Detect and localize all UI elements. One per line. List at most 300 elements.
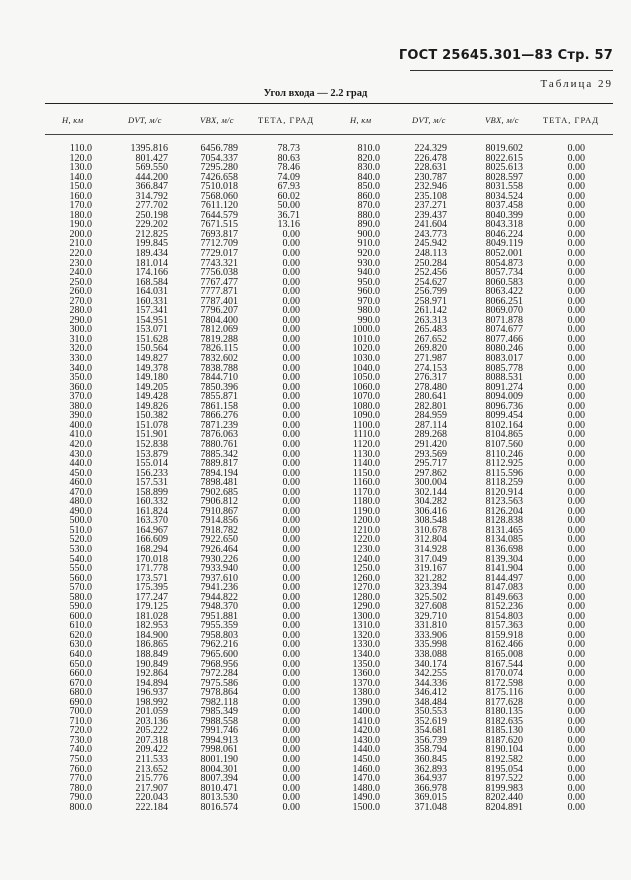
cell-teta: 0.00 [282, 305, 300, 317]
cell-h: 590.0 [69, 601, 92, 613]
cell-h: 290.0 [69, 314, 92, 326]
cell-teta-2: 0.00 [567, 553, 585, 565]
cell-vbx: 7948.370 [200, 601, 238, 613]
cell-teta-2: 0.00 [567, 687, 585, 699]
cell-dvt: 160.332 [135, 496, 168, 508]
cell-teta: 0.00 [282, 591, 300, 603]
cell-dvt: 366.847 [135, 181, 168, 193]
cell-h-2: 990.0 [357, 314, 380, 326]
cell-dvt-2: 278.480 [414, 381, 447, 393]
table-row [0, 287, 631, 297]
table-row [0, 411, 631, 421]
cell-h: 340.0 [69, 362, 92, 374]
table-row [0, 450, 631, 460]
cell-h-2: 1270.0 [352, 582, 380, 594]
table-row [0, 154, 631, 164]
cell-teta-2: 0.00 [567, 190, 585, 202]
cell-vbx: 7838.788 [200, 362, 238, 374]
cell-vbx-2: 8165.008 [485, 648, 523, 660]
cell-h-2: 1140.0 [352, 458, 380, 470]
cell-teta: 0.00 [282, 744, 300, 756]
table-row [0, 640, 631, 650]
cell-h-2: 1210.0 [352, 524, 380, 536]
cell-h: 110.0 [69, 143, 92, 154]
cell-h: 260.0 [69, 286, 92, 298]
cell-vbx-2: 8052.001 [485, 248, 523, 260]
cell-dvt: 164.967 [135, 524, 168, 536]
cell-h: 380.0 [69, 400, 92, 412]
cell-teta: 0.00 [282, 515, 300, 527]
cell-vbx: 7876.063 [200, 429, 238, 441]
cell-teta: 0.00 [282, 782, 300, 794]
cell-vbx: 7951.881 [200, 610, 238, 622]
cell-vbx-2: 8094.009 [485, 391, 523, 403]
cell-vbx: 7918.782 [200, 524, 238, 536]
cell-h-2: 1500.0 [352, 801, 380, 813]
cell-dvt: 153.071 [135, 324, 168, 336]
cell-teta-2: 0.00 [567, 238, 585, 250]
table-row [0, 230, 631, 240]
cell-vbx: 7926.464 [200, 543, 238, 555]
cell-teta-2: 0.00 [567, 668, 585, 680]
cell-dvt-2: 362.893 [414, 763, 447, 775]
cell-teta-2: 0.00 [567, 792, 585, 804]
cell-dvt-2: 250.284 [414, 257, 447, 269]
cell-teta-2: 0.00 [567, 143, 585, 154]
cell-vbx: 7889.817 [200, 458, 238, 470]
cell-teta: 0.00 [282, 486, 300, 498]
cell-h-2: 1080.0 [352, 400, 380, 412]
cell-teta-2: 0.00 [567, 782, 585, 794]
cell-dvt: 217.907 [135, 782, 168, 794]
cell-teta-2: 0.00 [567, 591, 585, 603]
column-header-vbx: VBX, м/с [200, 115, 234, 125]
cell-vbx-2: 8102.164 [485, 419, 523, 431]
table-row [0, 316, 631, 326]
cell-teta: 0.00 [282, 276, 300, 288]
cell-dvt-2: 338.088 [414, 648, 447, 660]
cell-dvt-2: 239.437 [414, 209, 447, 221]
cell-dvt: 149.827 [135, 353, 168, 365]
cell-h: 500.0 [69, 515, 92, 527]
cell-vbx-2: 8069.070 [485, 305, 523, 317]
cell-dvt-2: 254.627 [414, 276, 447, 288]
cell-h-2: 810.0 [357, 143, 380, 154]
cell-teta: 0.00 [282, 391, 300, 403]
cell-h: 570.0 [69, 582, 92, 594]
table-row [0, 488, 631, 498]
cell-h-2: 1180.0 [352, 496, 380, 508]
cell-teta-2: 0.00 [567, 248, 585, 260]
cell-dvt-2: 267.652 [414, 333, 447, 345]
cell-dvt: 173.571 [135, 572, 168, 584]
table-number: Таблица 29 [540, 78, 613, 90]
cell-dvt-2: 321.282 [414, 572, 447, 584]
cell-vbx-2: 8060.583 [485, 276, 523, 288]
cell-vbx: 7855.871 [200, 391, 238, 403]
cell-h: 470.0 [69, 486, 92, 498]
cell-teta: 0.00 [282, 734, 300, 746]
cell-vbx: 7898.481 [200, 477, 238, 489]
cell-teta: 0.00 [282, 458, 300, 470]
cell-dvt-2: 333.906 [414, 629, 447, 641]
cell-teta: 0.00 [282, 333, 300, 345]
cell-h-2: 1410.0 [352, 715, 380, 727]
cell-vbx-2: 8136.698 [485, 543, 523, 555]
cell-teta-2: 0.00 [567, 706, 585, 718]
cell-dvt-2: 360.845 [414, 754, 447, 765]
cell-dvt-2: 371.048 [414, 801, 447, 813]
cell-h-2: 1360.0 [352, 668, 380, 680]
cell-teta: 13.16 [277, 219, 300, 231]
cell-h-2: 950.0 [357, 276, 380, 288]
cell-vbx-2: 8025.613 [485, 162, 523, 174]
cell-vbx: 7712.709 [200, 238, 238, 250]
cell-vbx-2: 8083.017 [485, 353, 523, 365]
table-row [0, 726, 631, 736]
cell-dvt-2: 252.456 [414, 267, 447, 279]
cell-vbx-2: 8182.635 [485, 715, 523, 727]
cell-teta-2: 0.00 [567, 333, 585, 345]
cell-vbx-2: 8131.465 [485, 524, 523, 536]
cell-vbx: 7756.038 [200, 267, 238, 279]
cell-teta-2: 0.00 [567, 543, 585, 555]
cell-dvt: 151.078 [135, 419, 168, 431]
cell-dvt-2: 271.987 [414, 353, 447, 365]
cell-dvt-2: 265.483 [414, 324, 447, 336]
cell-vbx-2: 8120.914 [485, 486, 523, 498]
cell-h: 710.0 [69, 715, 92, 727]
cell-teta: 36.71 [277, 209, 300, 221]
cell-teta: 0.00 [282, 706, 300, 718]
cell-h: 760.0 [69, 763, 92, 775]
cell-dvt: 222.184 [135, 801, 168, 813]
cell-teta: 0.00 [282, 639, 300, 651]
cell-teta-2: 0.00 [567, 658, 585, 670]
cell-vbx-2: 8126.204 [485, 505, 523, 517]
table-row [0, 526, 631, 536]
cell-vbx-2: 8177.628 [485, 696, 523, 708]
cell-teta: 0.00 [282, 582, 300, 594]
cell-vbx: 6456.789 [200, 143, 238, 154]
cell-h-2: 1480.0 [352, 782, 380, 794]
cell-dvt-2: 248.113 [414, 248, 447, 260]
cell-teta: 0.00 [282, 543, 300, 555]
table-row [0, 516, 631, 526]
cell-h-2: 1380.0 [352, 687, 380, 699]
cell-vbx-2: 8019.602 [485, 143, 523, 154]
table-row [0, 306, 631, 316]
cell-h-2: 1290.0 [352, 601, 380, 613]
cell-dvt-2: 314.928 [414, 543, 447, 555]
table-row [0, 430, 631, 440]
cell-vbx: 7787.401 [200, 295, 238, 307]
cell-teta-2: 0.00 [567, 219, 585, 231]
cell-vbx-2: 8063.422 [485, 286, 523, 298]
cell-teta: 0.00 [282, 668, 300, 680]
table-row [0, 421, 631, 431]
cell-dvt: 198.992 [135, 696, 168, 708]
cell-vbx-2: 8157.363 [485, 620, 523, 632]
cell-vbx-2: 8185.130 [485, 725, 523, 737]
table-row [0, 717, 631, 727]
cell-vbx: 7975.586 [200, 677, 238, 689]
cell-h-2: 870.0 [357, 200, 380, 212]
cell-vbx-2: 8192.582 [485, 754, 523, 765]
cell-teta: 0.00 [282, 563, 300, 575]
cell-vbx-2: 8128.838 [485, 515, 523, 527]
cell-vbx-2: 8099.454 [485, 410, 523, 422]
cell-dvt: 174.166 [135, 267, 168, 279]
cell-teta-2: 0.00 [567, 267, 585, 279]
cell-h: 310.0 [69, 333, 92, 345]
table-row [0, 220, 631, 230]
table-row [0, 688, 631, 698]
cell-dvt-2: 317.049 [414, 553, 447, 565]
cell-vbx-2: 8147.083 [485, 582, 523, 594]
cell-vbx-2: 8074.677 [485, 324, 523, 336]
table-row [0, 364, 631, 374]
cell-vbx: 7861.158 [200, 400, 238, 412]
cell-vbx: 7777.871 [200, 286, 238, 298]
cell-h: 520.0 [69, 534, 92, 546]
table-row [0, 392, 631, 402]
cell-h: 540.0 [69, 553, 92, 565]
cell-h-2: 1110.0 [353, 429, 380, 441]
cell-h: 680.0 [69, 687, 92, 699]
table-row [0, 163, 631, 173]
cell-h: 450.0 [69, 467, 92, 479]
cell-dvt-2: 297.862 [414, 467, 447, 479]
cell-h-2: 840.0 [357, 171, 380, 183]
table-row [0, 249, 631, 259]
cell-dvt-2: 274.153 [414, 362, 447, 374]
cell-dvt: 190.849 [135, 658, 168, 670]
cell-h-2: 1390.0 [352, 696, 380, 708]
cell-dvt: 181.028 [135, 610, 168, 622]
cell-dvt-2: 350.553 [414, 706, 447, 718]
cell-teta-2: 0.00 [567, 524, 585, 536]
cell-teta-2: 0.00 [567, 286, 585, 298]
cell-h: 130.0 [69, 162, 92, 174]
cell-h-2: 1490.0 [352, 792, 380, 804]
cell-h: 660.0 [69, 668, 92, 680]
cell-h-2: 1370.0 [352, 677, 380, 689]
table-row [0, 278, 631, 288]
cell-h: 730.0 [69, 734, 92, 746]
column-header-h: H, км [62, 115, 84, 125]
cell-vbx: 8013.530 [200, 792, 238, 804]
cell-h: 360.0 [69, 381, 92, 393]
cell-vbx: 7962.216 [200, 639, 238, 651]
table-row [0, 173, 631, 183]
cell-vbx: 7743.321 [200, 257, 238, 269]
cell-h: 350.0 [69, 372, 92, 384]
cell-h: 190.0 [69, 219, 92, 231]
cell-teta: 0.00 [282, 295, 300, 307]
cell-vbx: 8010.471 [200, 782, 238, 794]
cell-dvt: 149.180 [135, 372, 168, 384]
cell-h-2: 970.0 [357, 295, 380, 307]
cell-h: 280.0 [69, 305, 92, 317]
cell-dvt: 211.533 [135, 754, 168, 765]
table-row [0, 679, 631, 689]
cell-vbx: 8001.190 [200, 754, 238, 765]
cell-dvt: 1395.816 [130, 143, 168, 154]
cell-teta-2: 0.00 [567, 505, 585, 517]
table-row [0, 325, 631, 335]
cell-h-2: 1060.0 [352, 381, 380, 393]
cell-teta-2: 0.00 [567, 801, 585, 813]
cell-teta: 0.00 [282, 429, 300, 441]
table-row [0, 211, 631, 221]
table-row [0, 535, 631, 545]
table-row [0, 660, 631, 670]
cell-h: 300.0 [69, 324, 92, 336]
table-row [0, 497, 631, 507]
cell-teta: 0.00 [282, 792, 300, 804]
cell-teta: 0.00 [282, 267, 300, 279]
cell-teta: 0.00 [282, 362, 300, 374]
cell-dvt: 149.428 [135, 391, 168, 403]
cell-h: 160.0 [69, 190, 92, 202]
cell-vbx-2: 8172.598 [485, 677, 523, 689]
cell-teta-2: 0.00 [567, 725, 585, 737]
cell-h: 690.0 [69, 696, 92, 708]
cell-h: 200.0 [69, 228, 92, 240]
cell-dvt-2: 295.717 [414, 458, 447, 470]
cell-h: 150.0 [69, 181, 92, 193]
cell-dvt: 164.031 [135, 286, 168, 298]
cell-dvt: 177.247 [135, 591, 168, 603]
cell-vbx: 7937.610 [200, 572, 238, 584]
cell-vbx: 7906.812 [200, 496, 238, 508]
cell-dvt: 196.937 [135, 687, 168, 699]
table-row [0, 765, 631, 775]
cell-teta-2: 0.00 [567, 572, 585, 584]
cell-h-2: 1120.0 [352, 438, 380, 450]
cell-dvt-2: 346.412 [414, 687, 447, 699]
table-row [0, 459, 631, 469]
cell-vbx: 7894.194 [200, 467, 238, 479]
cell-vbx: 7767.477 [200, 276, 238, 288]
cell-teta-2: 0.00 [567, 391, 585, 403]
cell-vbx: 7941.236 [200, 582, 238, 594]
cell-h: 510.0 [69, 524, 92, 536]
cell-dvt: 149.826 [135, 400, 168, 412]
cell-h-2: 960.0 [357, 286, 380, 298]
cell-dvt: 175.395 [135, 582, 168, 594]
cell-vbx: 7826.115 [200, 343, 238, 355]
cell-teta-2: 0.00 [567, 677, 585, 689]
cell-teta-2: 0.00 [567, 696, 585, 708]
cell-dvt: 171.778 [135, 563, 168, 575]
cell-dvt-2: 228.631 [414, 162, 447, 174]
cell-dvt-2: 342.255 [414, 668, 447, 680]
cell-dvt: 163.370 [135, 515, 168, 527]
cell-teta: 0.00 [282, 286, 300, 298]
cell-h-2: 1440.0 [352, 744, 380, 756]
cell-dvt: 157.341 [135, 305, 168, 317]
cell-teta-2: 0.00 [567, 477, 585, 489]
cell-teta-2: 0.00 [567, 200, 585, 212]
table-row [0, 201, 631, 211]
table-row [0, 583, 631, 593]
cell-h-2: 1260.0 [352, 572, 380, 584]
cell-dvt: 203.136 [135, 715, 168, 727]
cell-vbx-2: 8049.119 [485, 238, 523, 250]
cell-h-2: 1230.0 [352, 543, 380, 555]
cell-h: 400.0 [69, 419, 92, 431]
column-header-teta: ТЕТА, ГРАД [258, 115, 315, 125]
cell-teta: 0.00 [282, 648, 300, 660]
cell-h-2: 1020.0 [352, 343, 380, 355]
cell-teta-2: 0.00 [567, 620, 585, 632]
table-row [0, 545, 631, 555]
cell-h: 330.0 [69, 353, 92, 365]
cell-h-2: 820.0 [357, 152, 380, 164]
cell-teta-2: 0.00 [567, 582, 585, 594]
cell-teta: 0.00 [282, 410, 300, 422]
cell-teta-2: 0.00 [567, 629, 585, 641]
cell-teta-2: 0.00 [567, 639, 585, 651]
cell-h-2: 910.0 [357, 238, 380, 250]
cell-teta: 0.00 [282, 343, 300, 355]
table-row [0, 383, 631, 393]
cell-vbx-2: 8197.522 [485, 773, 523, 785]
cell-teta-2: 0.00 [567, 429, 585, 441]
cell-teta: 0.00 [282, 725, 300, 737]
cell-dvt: 155.014 [135, 458, 168, 470]
cell-vbx: 7885.342 [200, 448, 238, 460]
cell-dvt: 160.331 [135, 295, 168, 307]
cell-dvt-2: 245.942 [414, 238, 447, 250]
cell-h-2: 1250.0 [352, 563, 380, 575]
cell-dvt: 150.564 [135, 343, 168, 355]
cell-dvt-2: 276.317 [414, 372, 447, 384]
cell-dvt: 194.894 [135, 677, 168, 689]
cell-dvt-2: 302.144 [414, 486, 447, 498]
cell-dvt-2: 356.739 [414, 734, 447, 746]
cell-h-2: 1170.0 [352, 486, 380, 498]
cell-vbx-2: 8037.458 [485, 200, 523, 212]
cell-vbx: 7930.226 [200, 553, 238, 565]
cell-vbx: 7832.602 [200, 353, 238, 365]
cell-h-2: 1310.0 [352, 620, 380, 632]
cell-teta: 60.02 [277, 190, 300, 202]
cell-teta-2: 0.00 [567, 419, 585, 431]
cell-teta-2: 0.00 [567, 400, 585, 412]
cell-h: 530.0 [69, 543, 92, 555]
cell-vbx-2: 8057.734 [485, 267, 523, 279]
cell-dvt-2: 358.794 [414, 744, 447, 756]
table-row [0, 402, 631, 412]
cell-h: 770.0 [69, 773, 92, 785]
cell-h: 550.0 [69, 563, 92, 575]
cell-dvt-2: 319.167 [414, 563, 447, 575]
cell-vbx: 8004.301 [200, 763, 238, 775]
cell-h-2: 850.0 [357, 181, 380, 193]
cell-h-2: 830.0 [357, 162, 380, 174]
cell-dvt: 168.294 [135, 543, 168, 555]
cell-h: 270.0 [69, 295, 92, 307]
cell-dvt: 184.900 [135, 629, 168, 641]
cell-h-2: 1280.0 [352, 591, 380, 603]
cell-vbx-2: 8139.304 [485, 553, 523, 565]
standard-page-header: ГОСТ 25645.301—83 Стр. 57 [398, 48, 613, 63]
table-top-rule [45, 103, 613, 104]
cell-h: 210.0 [69, 238, 92, 250]
